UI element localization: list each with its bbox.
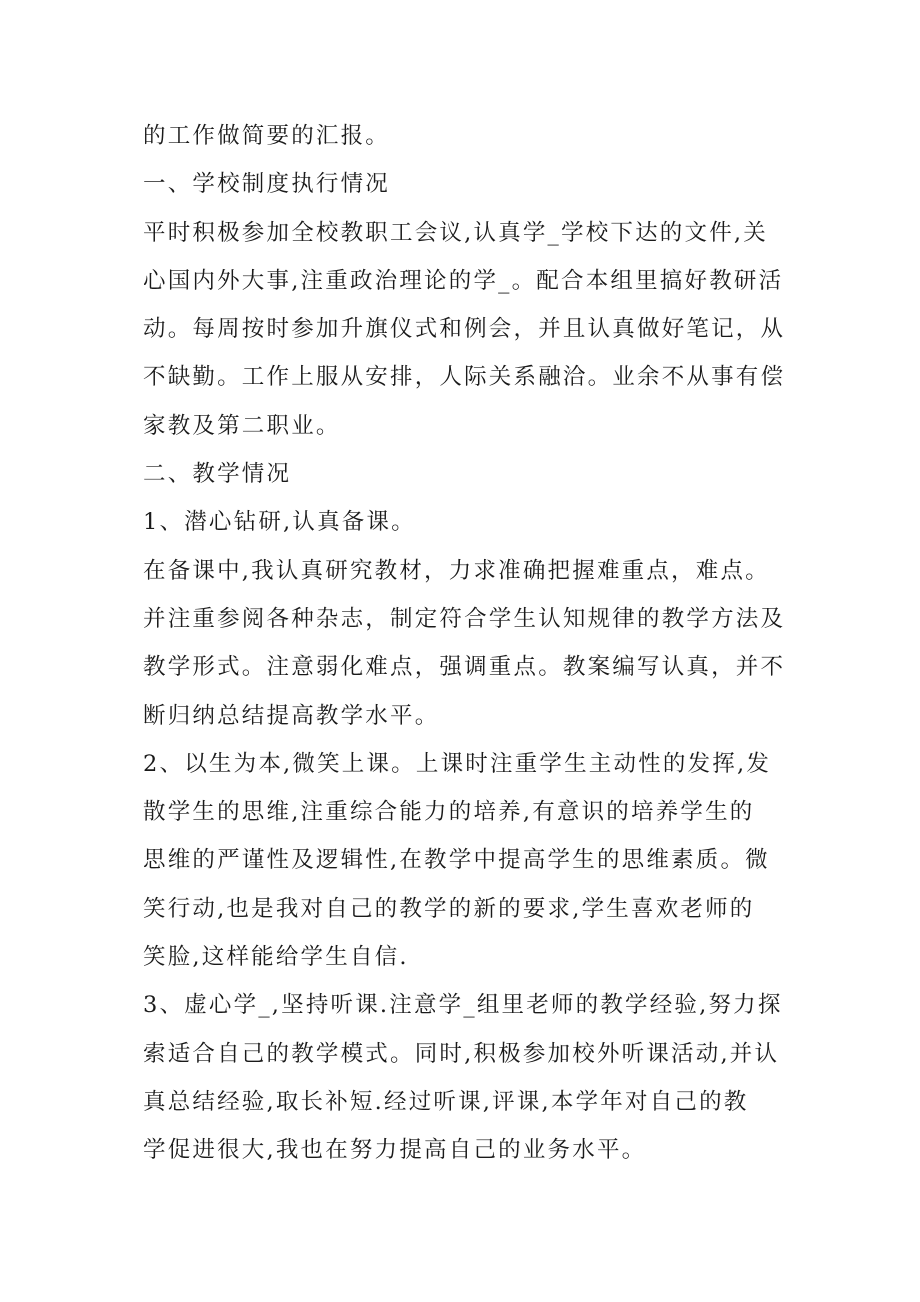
text-line: 并注重参阅各种杂志，制定符合学生认知规律的教学方法及 [143, 605, 786, 632]
text-line: 思维的严谨性及逻辑性,在教学中提高学生的思维素质。微 [143, 847, 770, 874]
text-line: 心国内外大事,注重政治理论的学_。配合本组里搞好教研活 [143, 267, 784, 294]
text-line: 的工作做简要的汇报。 [143, 123, 391, 149]
text-line: 索适合自己的教学模式。同时,积极参加校外听课活动,并认 [143, 1040, 780, 1067]
section-heading: 一、学校制度执行情况 [143, 171, 391, 198]
section-heading: 二、教学情况 [143, 461, 292, 488]
text-line: 断归纳总结提高教学水平。 [143, 702, 440, 729]
subsection-heading: 1、潜心钻研,认真备课。 [143, 509, 416, 536]
text-line: 笑脸,这样能给学生自信. [143, 944, 409, 971]
text-line: 真总结经验,取长补短.经过听课,评课,本学年对自己的教 [143, 1088, 749, 1115]
text-line: 不缺勤。工作上服从安排，人际关系融洽。业余不从事有偿 [143, 364, 786, 391]
document-body [143, 112, 786, 1175]
text-line: 在备课中,我认真研究教材，力求准确把握难重点，难点。 [143, 557, 770, 584]
text-line: 3、虚心学_,坚持听课.注意学_组里老师的教学经验,努力探 [143, 992, 783, 1019]
text-line: 笑行动,也是我对自己的教学的新的要求,学生喜欢老师的 [143, 895, 755, 922]
text-line: 学促进很大,我也在努力提高自己的业务水平。 [143, 1137, 647, 1164]
text-line: 散学生的思维,注重综合能力的培养,有意识的培养学生的 [143, 799, 755, 826]
text-line: 教学形式。注意弱化难点，强调重点。教案编写认真，并不 [143, 654, 786, 681]
text-line: 动。每周按时参加升旗仪式和例会，并且认真做好笔记，从 [143, 316, 786, 343]
text-line: 2、以生为本,微笑上课。上课时注重学生主动性的发挥,发 [143, 750, 772, 777]
text-line: 平时积极参加全校教职工会议,认真学_学校下达的文件,关 [143, 219, 768, 246]
text-line: 家教及第二职业。 [143, 412, 341, 439]
